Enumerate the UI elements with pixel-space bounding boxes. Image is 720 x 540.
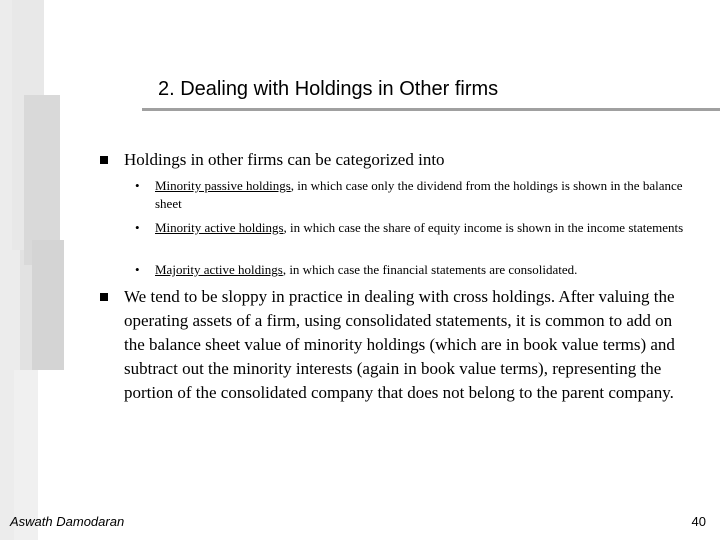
bullet-text: We tend to be sloppy in practice in dealing with cross holdings. After valuing the operating assets of a firm, using consolidated statements, it is common to add on the balance sheet value of minority holdings (which are in book value terms) and subtract out the minority interests (again in book value terms), representing the portion of the consolidated company that does not belong to the parent company. [124,287,675,402]
bullet-dot-icon: • [135,262,140,277]
sub-item-rest: , in which case only the dividend from the holdings is shown in the balance sheet [155,178,683,211]
bullet-text: Holdings in other firms can be categorized into [124,150,445,169]
sub-item-rest: , in which case the share of equity income is shown in the income statements [283,220,684,235]
sub-item-text [155,261,695,279]
footer-author: Aswath Damodaran [10,514,125,529]
decorative-block [32,240,64,370]
square-bullet-icon [100,293,108,301]
page-number: 40 [691,514,706,529]
sub-item-text [155,177,695,213]
title-divider [142,108,720,111]
sub-item-rest: , in which case the financial statements are consolidated. [282,262,578,277]
sub-list-item [135,261,695,279]
bullet-dot-icon: • [135,178,140,193]
sub-item-term: Majority active holdings [155,262,283,277]
square-bullet-icon [100,156,108,164]
sub-item-term: Minority active holdings [155,220,284,235]
sub-list-item [135,219,695,237]
bullet-dot-icon: • [135,220,140,235]
sub-item-text [155,219,695,237]
sub-list-item [135,177,695,213]
slide-title: 2. Dealing with Holdings in Other firms [158,78,499,100]
sub-item-term: Minority passive holdings [155,178,291,193]
